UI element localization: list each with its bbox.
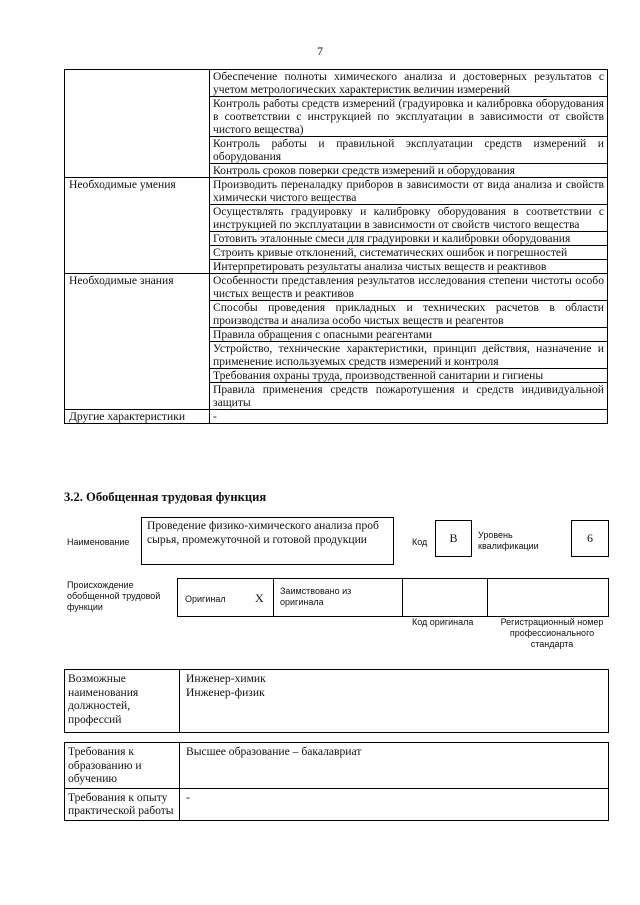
group-item: Контроль сроков поверки средств измерений и оборудования bbox=[210, 164, 608, 178]
group-item: Контроль работы средств измерений (градуировка и калибровка оборудования в соответствии с инструкцией по эксплуатации в зависимости от свойств чистого вещества) bbox=[210, 97, 608, 137]
original-label: Оригинал bbox=[185, 594, 226, 604]
group-item: Обеспечение полноты химического анализа и достоверных результатов с учетом метрологических характеристик величин измерений bbox=[210, 70, 608, 97]
table-row bbox=[65, 70, 608, 97]
positions-label: Возможные наименования должностей, профессий bbox=[65, 670, 180, 733]
level-box bbox=[571, 520, 609, 557]
code-label: Код bbox=[412, 537, 428, 547]
group-item: Правила обращения с опасными реагентами bbox=[210, 328, 608, 342]
group-item: Способы проведения прикладных и технических расчетов в области производства и анализа особо чистых веществ и реагентов bbox=[210, 301, 608, 328]
level-value: 6 bbox=[587, 531, 593, 545]
position-item: Инженер-химик bbox=[186, 672, 266, 685]
group-label bbox=[65, 70, 210, 178]
table-row bbox=[65, 410, 608, 424]
group-item: Устройство, технические характеристики, принцип действия, назначение и применение используемых средств измерений и контроля bbox=[210, 342, 608, 369]
group-item: Строить кривые отклонений, систематических ошибок и погрешностей bbox=[210, 246, 608, 260]
table-row bbox=[65, 274, 608, 301]
function-name: Проведение физико-химического анализа проб сырья, промежуточной и готовой продукции bbox=[147, 519, 379, 546]
group-label: Необходимые умения bbox=[65, 178, 210, 274]
positions-table bbox=[64, 669, 609, 733]
function-name-box bbox=[141, 517, 394, 565]
requirements-table bbox=[64, 742, 609, 821]
requirement-value: - bbox=[180, 788, 609, 820]
group-item: Производить переналадку приборов в зависимости от вида анализа и свойств химически чистого вещества bbox=[210, 178, 608, 205]
group-item: - bbox=[210, 410, 608, 424]
table-row bbox=[65, 670, 609, 733]
page-number: 7 bbox=[317, 44, 323, 58]
requirement-value: Высшее образование – бакалавриат bbox=[180, 743, 609, 789]
divider bbox=[177, 579, 178, 616]
origin-row bbox=[177, 578, 609, 617]
group-item: Требования охраны труда, производственной санитарии и гигиены bbox=[210, 369, 608, 383]
table-row bbox=[65, 743, 609, 789]
requirement-label: Требования к образованию и обучению bbox=[65, 743, 180, 789]
group-item: Контроль работы и правильной эксплуатации средств измерений и оборудования bbox=[210, 137, 608, 164]
group-label: Другие характеристики bbox=[65, 410, 210, 424]
code-original-label: Код оригинала bbox=[412, 617, 474, 627]
name-label: Наименование bbox=[67, 537, 130, 547]
group-item: Готовить эталонные смеси для градуировки и калибровки оборудования bbox=[210, 232, 608, 246]
divider bbox=[608, 579, 609, 616]
section-heading: 3.2. Обобщенная трудовая функция bbox=[64, 490, 267, 504]
divider bbox=[273, 579, 274, 616]
reg-number-label: Регистрационный номер профессионального стандарта bbox=[500, 617, 604, 649]
level-label: Уровень квалификации bbox=[478, 530, 539, 551]
group-item: Интерпретировать результаты анализа чистых веществ и реактивов bbox=[210, 260, 608, 274]
table-row bbox=[65, 788, 609, 820]
requirement-label: Требования к опыту практической работы bbox=[65, 788, 180, 820]
divider bbox=[487, 579, 488, 616]
position-item: Инженер-физик bbox=[186, 685, 265, 699]
code-value: B bbox=[449, 531, 458, 545]
group-label: Необходимые знания bbox=[65, 274, 210, 410]
positions-value bbox=[180, 670, 609, 733]
group-item: Осуществлять градуировку и калибровку оборудования в соответствии с инструкцией по эксплуатации в зависимости от свойств чистого вещества bbox=[210, 205, 608, 232]
origin-label: Происхождение обобщенной трудовой функции bbox=[67, 580, 161, 612]
original-mark: X bbox=[255, 591, 264, 605]
divider bbox=[402, 579, 403, 616]
borrowed-label: Заимствовано из оригинала bbox=[280, 586, 352, 607]
group-item: Особенности представления результатов исследования степени чистоты особо чистых веществ и реактивов bbox=[210, 274, 608, 301]
group-item: Правила применения средств пожаротушения и средств индивидуальной защиты bbox=[210, 383, 608, 410]
competencies-table bbox=[64, 69, 608, 424]
code-box bbox=[435, 520, 472, 557]
table-row bbox=[65, 178, 608, 205]
